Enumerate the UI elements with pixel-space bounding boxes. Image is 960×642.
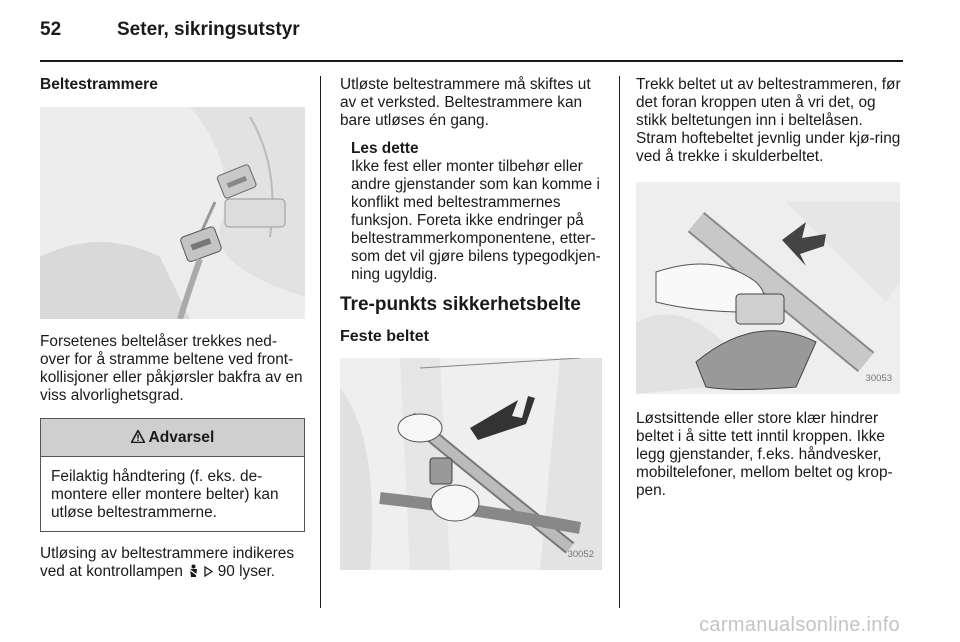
belt-fastening-illustration (340, 358, 602, 570)
column-3 (636, 76, 904, 500)
figure-number-30053: 30053 (865, 373, 892, 384)
pretensioner-description: Forsetenes beltelåser trekkes ned-over for å stramme beltene ved front-kollisjoner eller påkjørsler bakfra av en viss alvorlighetsgrad. (40, 333, 303, 404)
seat-buckle-illustration (40, 107, 305, 319)
warning-box (40, 418, 305, 532)
fastening-instructions: Trekk beltet ut av beltestrammeren, før det foran kroppen uten å vri det, og stikk beltetungen inn i beltelåsen. Stram hoftebeltet jevnlig under kjø-ring ved å trekke i skulderbeltet. (636, 76, 901, 165)
watermark: carmanualsonline.info (699, 614, 900, 636)
section-heading-three-point-belt: Tre-punkts sikkerhetsbelte (340, 294, 581, 315)
buckle-insertion-illustration (636, 182, 900, 394)
indicator-text-before: Utløsing av beltestrammere indikeres ved at kontrollampen (40, 545, 295, 580)
section-heading-beltestrammere: Beltestrammere (40, 76, 158, 93)
column-divider-2 (619, 76, 620, 608)
buckle-insertion-figure (636, 182, 900, 394)
subheading-feste-beltet: Feste beltet (340, 328, 429, 345)
warning-title: Advarsel (148, 429, 215, 446)
warning-triangle-icon (131, 429, 149, 446)
header-rule (40, 60, 903, 62)
column-2 (340, 76, 605, 570)
figure-number-30052: 30052 (567, 549, 594, 560)
replacement-text: Utløste beltestrammere må skiftes ut av et verksted. Beltestrammere kan bare utløses én gang. (340, 76, 591, 129)
fastening-belt-figure (340, 358, 602, 570)
warning-header (41, 419, 304, 457)
loose-clothing-warning: Løstsittende eller store klær hindrer beltet i å sitte tett inntil kroppen. Ikke legg gjenstander, f.eks. håndvesker, mobiltelefoner, mellom beltet og krop-pen. (636, 410, 893, 499)
running-head-title: Seter, sikringsutstyr (117, 19, 300, 40)
note-title: Les dette (351, 140, 419, 157)
page-header (0, 0, 960, 60)
indicator-text-after: 90 lyser. (217, 563, 276, 580)
column-divider-1 (320, 76, 321, 608)
warning-text: Feilaktig håndtering (f. eks. de-montere eller montere belter) kan utløse beltestrammerne. (51, 468, 279, 521)
pretensioner-figure (40, 107, 305, 319)
pretensioner-indicator-text (40, 545, 305, 581)
column-1 (40, 76, 305, 581)
page-number: 52 (40, 19, 62, 40)
seatbelt-pretensioner-icon (187, 563, 204, 580)
note-body: Ikke fest eller monter tilbehør eller andre gjenstander som kan komme i konflikt med beltestrammernes funksjon. Foreta ikke endringer på beltestrammerkomponentene, etter-som det vil gjøre bilens typegodkjen-ning ugyldig. (351, 158, 601, 283)
note-box (340, 140, 605, 284)
arrow-ref-icon[interactable] (204, 563, 217, 580)
